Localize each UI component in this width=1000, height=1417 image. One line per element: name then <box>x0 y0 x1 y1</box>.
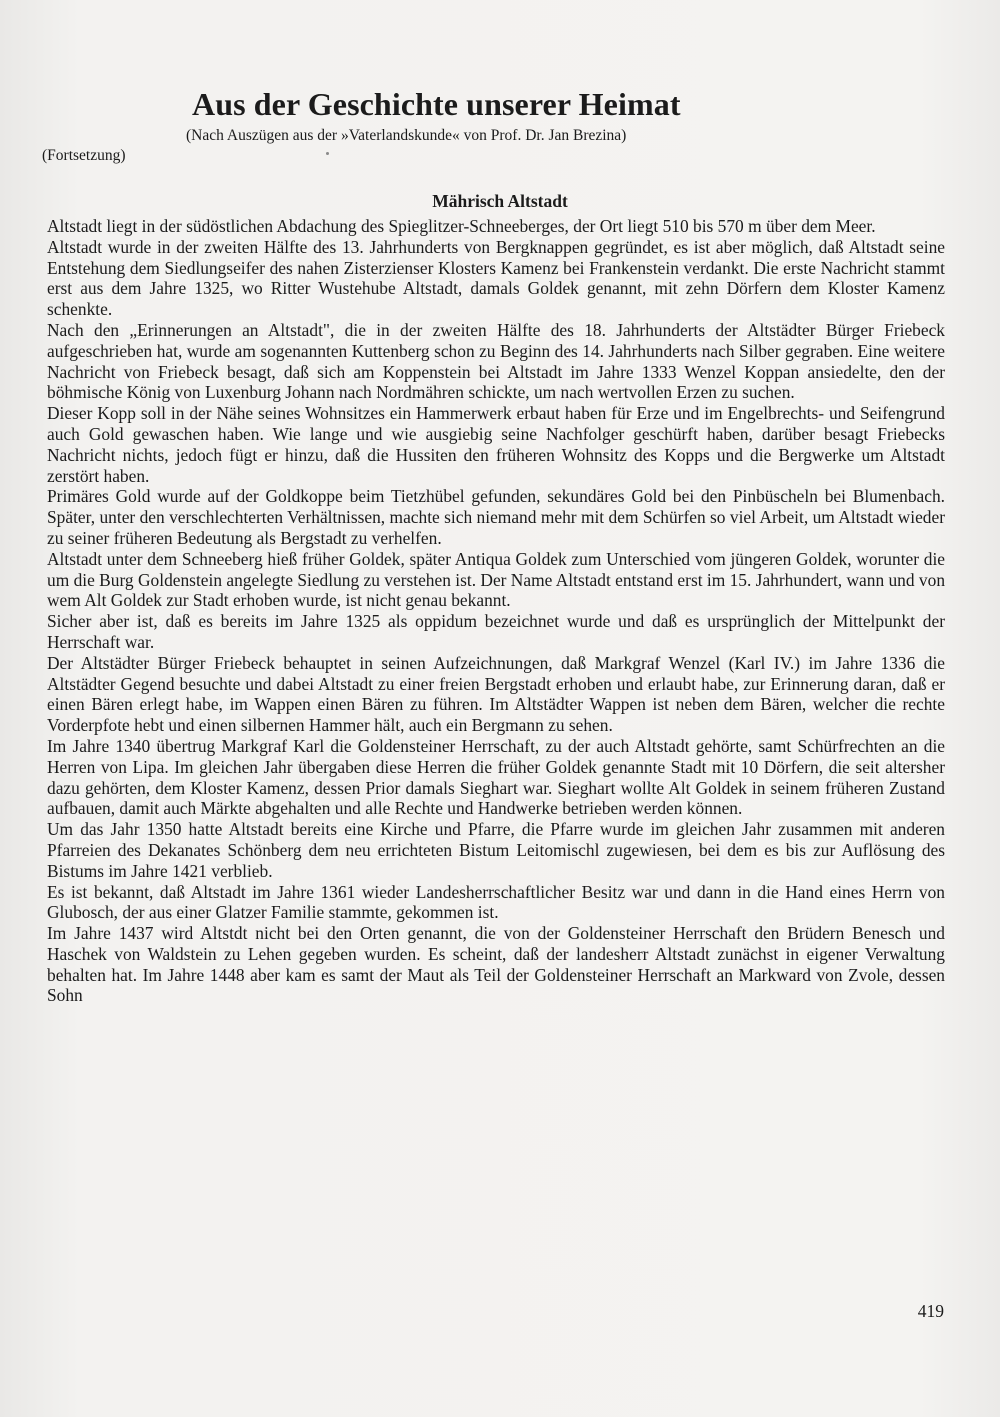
paragraph: Sicher aber ist, daß es bereits im Jahre 1325 als oppidum bezeichnet wurde und daß es ursprünglich der Mittelpunkt der Herrschaft war. <box>47 611 945 652</box>
section-heading: Mährisch Altstadt <box>432 191 568 211</box>
paragraph: Dieser Kopp soll in der Nähe seines Wohnsitzes ein Hammerwerk erbaut haben für Erze und im Engelbrechts- und Seifengrund auch Gold gewaschen haben. Wie lange und wie ausgiebig seine Nachfolger geschürft haben, darüber besagt Friebecks Nachricht nichts, jedoch fügt er hinzu, daß die Hussiten den früheren Wohnsitz des Kopps und die Bergwerke um Altstadt zerstört haben. <box>47 403 945 486</box>
page-number: 419 <box>917 1301 944 1321</box>
paragraph: Nach den „Erinnerungen an Altstadt", die in der zweiten Hälfte des 18. Jahrhunderts der Altstädter Bürger Friebeck aufgeschrieben hat, wurde am sogenannten Kuttenberg schon zu Beginn des 14. Jahrhunderts nach Silber gegraben. Eine weitere Nachricht von Friebeck besagt, daß sich am Koppenstein bei Altstadt im Jahre 1333 Wenzel Koppan ansiedelte, den der böhmische König von Luxenburg Johann nach Nordmähren schickte, um nach wertvollen Erzen zu suchen. <box>47 319 945 403</box>
article-subtitle: (Nach Auszügen aus der »Vaterlandskunde« von Prof. Dr. Jan Brezina) <box>186 127 627 144</box>
paragraph: Im Jahre 1340 übertrug Markgraf Karl die Goldensteiner Herrschaft, zu der auch Altstadt gehörte, samt Schürfrechten an die Herren von Lipa. Im gleichen Jahr übergaben diese Herren die früher Goldek genannte Stadt mit 10 Dörfern, die seit altersher dazu gehörten, dem Kloster Kamenz, dessen Prior damals Sieghart war. Sieghart wollte Alt Goldek in seinem früheren Zustand aufbauen, damit auch Märkte abgehalten und alle Rechte und Handwerke betrieben werden können. <box>47 735 945 819</box>
paragraph: Um das Jahr 1350 hatte Altstadt bereits eine Kirche und Pfarre, die Pfarre wurde im gleichen Jahr zusammen mit anderen Pfarreien des Dekanates Schönberg dem neu errichteten Bistum Leitomischl zugewiesen, bei dem es bis zur Auflösung des Bistums im Jahre 1421 verblieb. <box>47 819 945 881</box>
paragraph: Altstadt wurde in der zweiten Hälfte des 13. Jahrhunderts von Bergknappen gegründet, es ist aber möglich, daß Altstadt seine Entstehung dem Siedlungseifer des nahen Zisterzienser Klosters Kamenz bei Frankenstein verdankt. Die erste Nachricht stammt erst aus dem Jahre 1325, wo Ritter Wustehube Altstadt, damals Goldek genannt, mit zehn Dörfern dem Kloster Kamenz schenkte. <box>47 236 945 320</box>
paragraph: Altstadt unter dem Schneeberg hieß früher Goldek, später Antiqua Goldek zum Unterschied vom jüngeren Goldek, worunter die um die Burg Goldenstein angelegte Siedlung zu verstehen ist. Der Name Altstadt entstand erst im 15. Jahrhundert, wann und von wem Alt Goldek zur Stadt erhoben wurde, ist nicht genau bekannt. <box>47 548 946 611</box>
paragraph: Im Jahre 1437 wird Altstdt nicht bei den Orten genannt, die von der Goldensteiner Herrschaft den Brüdern Benesch und Haschek von Waldstein zu Lehen gegeben wurden. Es scheint, daß der landesherr Altstadt zunächst in eigener Verwaltung behalten hat. Im Jahre 1448 aber kam es samt der Maut als Teil der Goldensteiner Herrschaft an Markward von Zvole, dessen Sohn <box>47 923 945 1006</box>
paragraph: Altstadt liegt in der südöstlichen Abdachung des Spieglitzer-Schneeberges, der Ort liegt 510 bis 570 m über dem Meer. <box>47 216 876 236</box>
paragraph: Es ist bekannt, daß Altstadt im Jahre 1361 wieder Landesherrschaftlicher Besitz war und dann in die Hand eines Herrn von Glubosch, der aus einer Glatzer Familie stammte, gekommen ist. <box>47 881 945 923</box>
paragraph: Der Altstädter Bürger Friebeck behauptet in seinen Aufzeichnungen, daß Markgraf Wenzel (Karl IV.) im Jahre 1336 die Altstädter Gegend besuchte und dabei Altstadt zu einer freien Bergstadt erhoben und erlaubt habe, zur Erinnerung daran, daß er einen Bären erlegt habe, im Wappen einen Bären zu führen. Im Altstädter Wappen ist neben dem Bären, welcher die rechte Vorderpfote hebt und einen silbernen Hammer hält, auch ein Bergmann zu sehen. <box>47 652 945 736</box>
paragraph: Primäres Gold wurde auf der Goldkoppe beim Tietzhübel gefunden, sekundäres Gold bei den Pinbüscheln bei Blumenbach. Später, unter den verschlechterten Verhältnissen, machte sich niemand mehr mit dem Schürfen so viel Arbeit, um Altstadt wieder zu seiner früheren Bedeutung als Bergstadt zu verhelfen. <box>47 486 945 548</box>
article-title: Aus der Geschichte unserer Heimat <box>192 86 681 122</box>
print-speck <box>326 152 329 155</box>
article-body <box>47 216 945 1006</box>
continuation-note: (Fortsetzung) <box>42 147 126 164</box>
